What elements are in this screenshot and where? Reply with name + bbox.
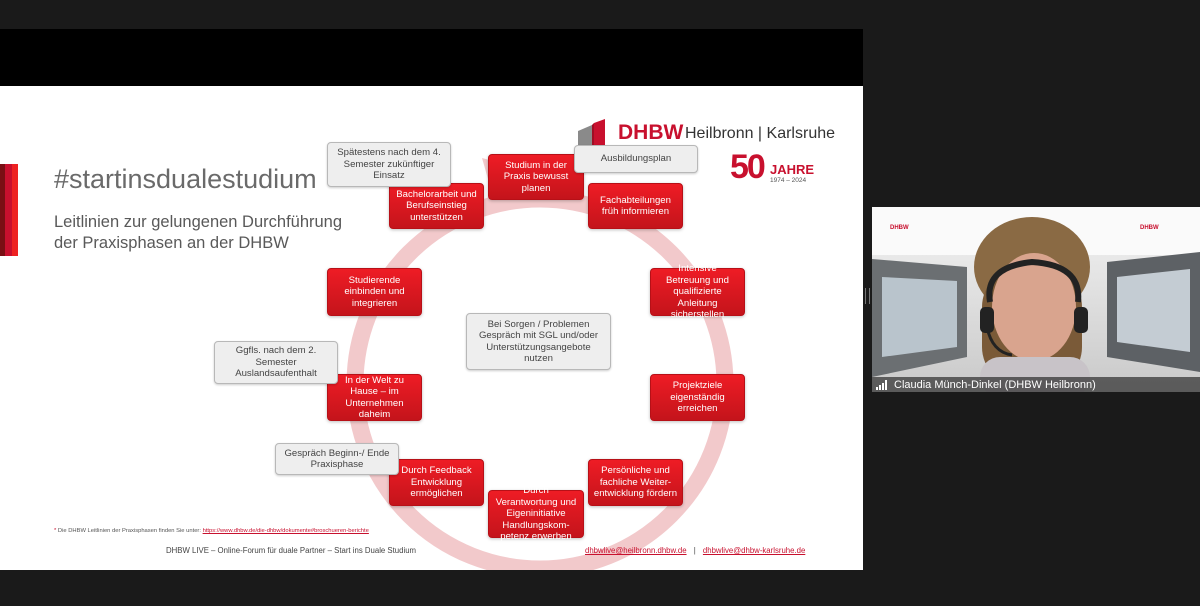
note-ausbildungsplan: Ausbildungsplan <box>574 145 698 173</box>
step-fachabteilungen: Fachabteilungen früh informieren <box>588 183 683 229</box>
note-center-support: Bei Sorgen / Problemen Gespräch mit SGL und/oder Unterstützungsangebote nutzen <box>466 313 611 370</box>
dhbw-location: Heilbronn | Karlsruhe <box>685 125 836 142</box>
panel-resize-handle[interactable] <box>865 288 870 304</box>
step-projektziele: Projektziele eigenständig erreichen <box>650 374 745 421</box>
participant-name: Claudia Münch-Dinkel (DHBW Heilbronn) <box>894 378 1096 391</box>
participant-name-bar <box>872 377 1200 392</box>
footnote-text: Die DHBW Leitlinien der Praxisphasen finden Sie unter: <box>57 528 201 534</box>
screen-share-frame <box>0 29 863 568</box>
step-studium-planen: Studium in der Praxis bewusst planen <box>488 154 584 200</box>
step-welt-zu-hause: In der Welt zu Hause – im Unternehmen daheim <box>327 374 422 421</box>
presentation-slide <box>0 86 863 570</box>
dhbw-logo-text: DHBW <box>618 121 684 144</box>
step-intensive-betreuung: Intensive Betreuung und qualifizierte Anleitung sicherstellen <box>650 268 745 316</box>
jubilee-years: 1974 – 2024 <box>770 177 807 184</box>
note-spaetestens: Spätestens nach dem 4. Semester zukünftiger Einsatz <box>327 142 451 187</box>
footnote-link[interactable]: https://www.dhbw.de/die-dhbw/dokumente#broschueren-berichte <box>202 528 369 534</box>
step-handlungskompetenz: Durch Verantwortung und Eigeninitiative Handlungskom-petenz erwerben <box>488 490 584 538</box>
participant-video <box>872 207 1200 392</box>
cam-logo-right: DHBW <box>1140 225 1159 231</box>
jubilee-word: JAHRE <box>770 162 815 177</box>
dhbw-logo-icon <box>578 119 612 147</box>
slide-footnote: * Die DHBW Leitlinien der Praxisphasen finden Sie unter: https://www.dhbw.de/die-dhbw/dokumente#broschueren-berichte <box>54 528 369 534</box>
step-feedback: Durch Feedback Entwicklung ermöglichen <box>389 459 484 506</box>
step-weiterentwicklung: Persönliche und fachliche Weiter-entwicklung fördern <box>588 459 683 506</box>
cam-logo-left: DHBW <box>890 225 909 231</box>
slide-footer-contacts <box>585 546 805 555</box>
footer-email-karlsruhe[interactable]: dhbwlive@dhbw-karlsruhe.de <box>702 546 806 555</box>
step-studierende-einbinden: Studierende einbinden und integrieren <box>327 268 422 316</box>
jubilee-number: 50 <box>730 148 764 186</box>
note-auslandsaufenthalt: Ggfls. nach dem 2. Semester Auslandsaufenthalt <box>214 341 338 384</box>
slide-footer-title: DHBW LIVE – Online-Forum für duale Partner – Start ins Duale Studium <box>166 546 417 555</box>
step-bachelorarbeit: Bachelorarbeit und Berufseinstieg unterstützen <box>389 183 484 229</box>
slide-subtitle: Leitlinien zur gelungenen Durchführung der Praxisphasen an der DHBW <box>54 213 343 252</box>
footer-separator: | <box>693 546 696 555</box>
note-gespraech: Gespräch Beginn-/ Ende Praxisphase <box>275 443 399 475</box>
connection-signal-icon <box>876 380 890 390</box>
footer-email-heilbronn[interactable]: dhbwlive@heilbronn.dhbw.de <box>585 546 687 555</box>
slide-title: #startinsdualestudium <box>54 164 317 194</box>
participant-video-tile[interactable] <box>872 207 1200 392</box>
